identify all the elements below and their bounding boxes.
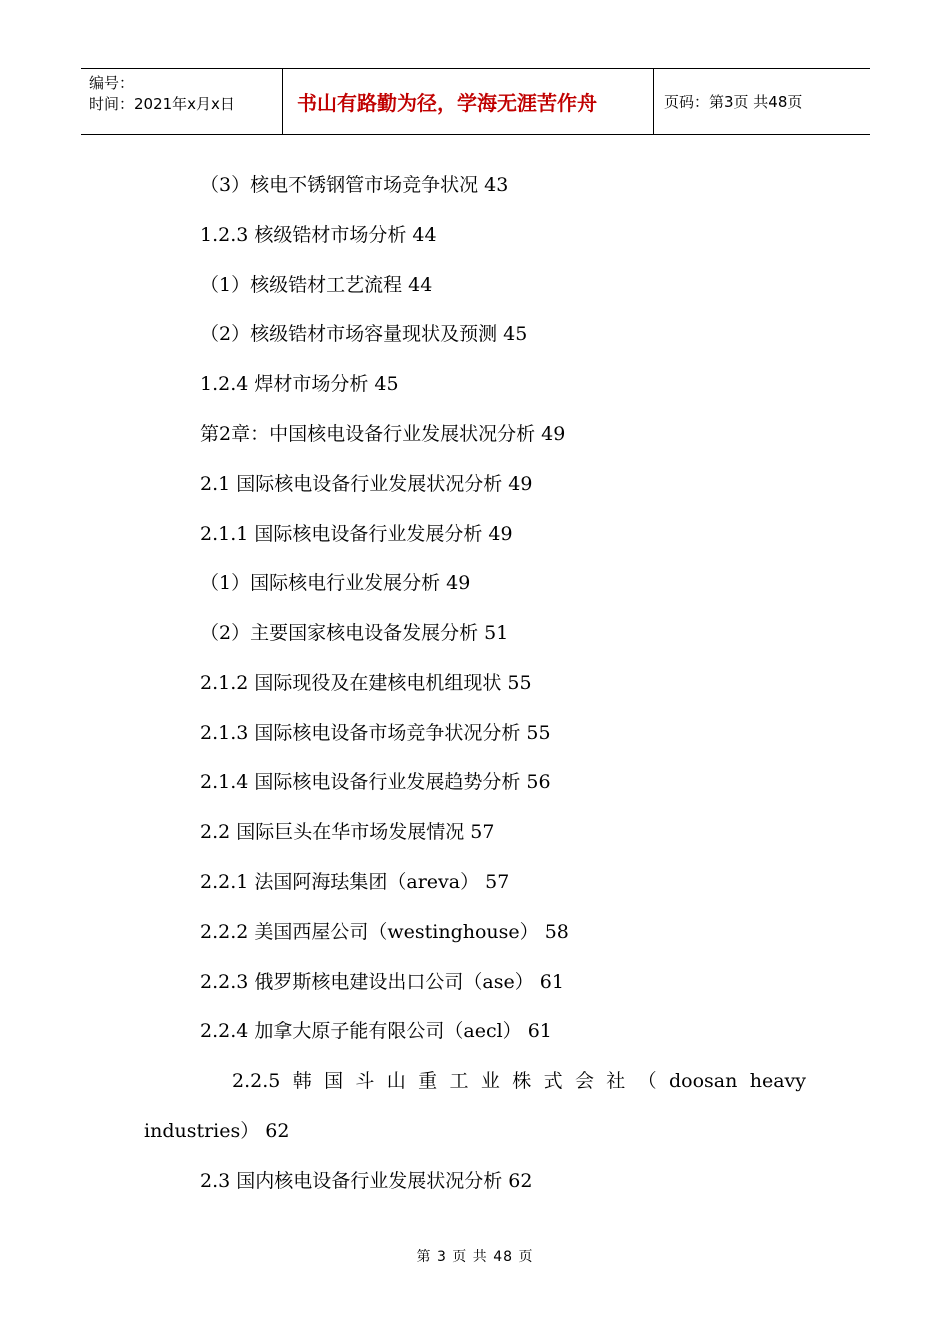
toc-token: 会: [574, 1070, 594, 1092]
toc-token: doosan: [669, 1070, 738, 1092]
toc-entry: 2.1.2 国际现役及在建核电机组现状 55: [200, 672, 532, 694]
toc-entry: 2.1.1 国际核电设备行业发展分析 49: [200, 523, 513, 545]
toc-entry: 2.1.3 国际核电设备市场竞争状况分析 55: [200, 722, 551, 744]
toc-entry: 2.3 国内核电设备行业发展状况分析 62: [200, 1170, 533, 1192]
time-label: 时间：2021年x月x日: [89, 95, 235, 113]
serial-label: 编号：: [89, 74, 135, 92]
toc-token: 社: [606, 1070, 626, 1092]
toc-token: 山: [386, 1070, 406, 1092]
toc-entry-continuation: industries） 62: [144, 1120, 290, 1142]
page-header: [81, 68, 870, 135]
toc-entry: 2.1 国际核电设备行业发展状况分析 49: [200, 473, 533, 495]
toc-token: 株: [512, 1070, 532, 1092]
toc-entry: 第2章：中国核电设备行业发展状况分析 49: [200, 423, 566, 445]
toc-entry: （2）核级锆材市场容量现状及预测 45: [200, 323, 528, 345]
toc-entry: （1）国际核电行业发展分析 49: [200, 572, 471, 594]
toc-entry: （1）核级锆材工艺流程 44: [200, 274, 433, 296]
toc-token: 式: [543, 1070, 563, 1092]
toc-entry: 2.1.4 国际核电设备行业发展趋势分析 56: [200, 771, 551, 793]
toc-entry: 1.2.3 核级锆材市场分析 44: [200, 224, 437, 246]
toc-token: 2.2.5: [232, 1070, 281, 1092]
toc-token: 业: [480, 1070, 500, 1092]
toc-token: 重: [418, 1070, 438, 1092]
footer-page-number: 第 3 页 共 48 页: [416, 1249, 534, 1265]
toc-token: 国: [324, 1070, 344, 1092]
toc-entry: （2）主要国家核电设备发展分析 51: [200, 622, 509, 644]
toc-entry: 2.2.2 美国西屋公司（westinghouse） 58: [200, 921, 569, 943]
header-page-info: [654, 69, 870, 134]
page-footer: [0, 1246, 950, 1266]
toc-entry: 2.2 国际巨头在华市场发展情况 57: [200, 821, 495, 843]
header-motto: [282, 69, 654, 134]
toc-entry: （3）核电不锈钢管市场竞争状况 43: [200, 174, 509, 196]
toc-token: 韩: [292, 1070, 312, 1092]
toc-entry-wrapped: [232, 1069, 806, 1093]
toc-token: 斗: [355, 1070, 375, 1092]
toc-token: 工: [449, 1070, 469, 1092]
toc-entry: 2.2.4 加拿大原子能有限公司（aecl） 61: [200, 1020, 552, 1042]
toc-token: heavy: [749, 1070, 806, 1092]
toc-entry: 2.2.1 法国阿海珐集团（areva） 57: [200, 871, 510, 893]
header-meta: [81, 69, 282, 134]
toc-entry: 1.2.4 焊材市场分析 45: [200, 373, 399, 395]
motto-text: 书山有路勤为径，学海无涯苦作舟: [297, 91, 597, 115]
page-info-text: 页码：第3页 共48页: [664, 93, 803, 111]
toc-entry: 2.2.3 俄罗斯核电建设出口公司（ase） 61: [200, 971, 564, 993]
toc-token: （: [637, 1070, 657, 1092]
